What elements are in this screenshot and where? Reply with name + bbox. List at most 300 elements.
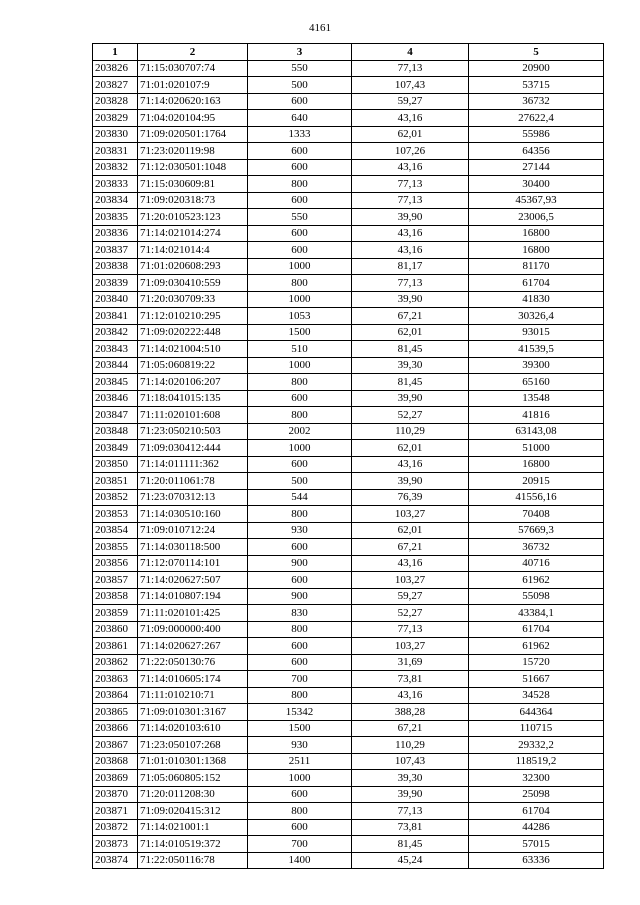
table-cell-col4: 77,13 — [352, 60, 469, 77]
table-cell-col1: 203832 — [93, 159, 138, 176]
table-cell-col3: 510 — [248, 341, 352, 358]
table-row — [93, 456, 604, 473]
table-row — [93, 324, 604, 341]
table-cell-col1: 203874 — [93, 852, 138, 869]
table-cell-col5: 32300 — [469, 770, 604, 787]
table-cell-col2: 71:14:021014:274 — [138, 225, 248, 242]
table-row — [93, 654, 604, 671]
table-cell-col3: 600 — [248, 143, 352, 160]
table-cell-col5: 644364 — [469, 704, 604, 721]
table-cell-col1: 203855 — [93, 539, 138, 556]
table-cell-col5: 61704 — [469, 275, 604, 292]
table-cell-col4: 67,21 — [352, 720, 469, 737]
table-cell-col4: 103,27 — [352, 506, 469, 523]
table-cell-col4: 52,27 — [352, 407, 469, 424]
table-cell-col2: 71:01:020608:293 — [138, 258, 248, 275]
table-cell-col2: 71:14:021001:1 — [138, 819, 248, 836]
table-cell-col3: 600 — [248, 654, 352, 671]
page-number: 4161 — [309, 22, 331, 34]
table-cell-col1: 203844 — [93, 357, 138, 374]
table-cell-col2: 71:15:030707:74 — [138, 60, 248, 77]
table-cell-col5: 20900 — [469, 60, 604, 77]
table-cell-col1: 203841 — [93, 308, 138, 325]
table-row — [93, 143, 604, 160]
table-row — [93, 786, 604, 803]
table-cell-col2: 71:09:000000:400 — [138, 621, 248, 638]
table-cell-col1: 203849 — [93, 440, 138, 457]
table-cell-col4: 103,27 — [352, 638, 469, 655]
table-row — [93, 308, 604, 325]
table-cell-col2: 71:14:021004:510 — [138, 341, 248, 358]
table-row — [93, 77, 604, 94]
table-cell-col3: 1000 — [248, 440, 352, 457]
table-cell-col4: 62,01 — [352, 522, 469, 539]
table-cell-col5: 55098 — [469, 588, 604, 605]
table-row — [93, 489, 604, 506]
table-cell-col3: 500 — [248, 473, 352, 490]
table-cell-col5: 41816 — [469, 407, 604, 424]
table-cell-col1: 203864 — [93, 687, 138, 704]
table-cell-col5: 44286 — [469, 819, 604, 836]
table-cell-col5: 39300 — [469, 357, 604, 374]
table-cell-col5: 81170 — [469, 258, 604, 275]
table-header-row — [93, 44, 604, 61]
table-row — [93, 258, 604, 275]
table-cell-col3: 600 — [248, 192, 352, 209]
table-cell-col2: 71:09:010712:24 — [138, 522, 248, 539]
table-cell-col2: 71:23:050107:268 — [138, 737, 248, 754]
table-row — [93, 704, 604, 721]
table-cell-col1: 203839 — [93, 275, 138, 292]
table-cell-col3: 800 — [248, 374, 352, 391]
table-cell-col1: 203872 — [93, 819, 138, 836]
table-cell-col1: 203837 — [93, 242, 138, 259]
table-cell-col1: 203847 — [93, 407, 138, 424]
column-header-2: 2 — [138, 44, 248, 61]
table-row — [93, 275, 604, 292]
table-row — [93, 506, 604, 523]
table-cell-col5: 16800 — [469, 242, 604, 259]
table-cell-col1: 203856 — [93, 555, 138, 572]
table-cell-col1: 203865 — [93, 704, 138, 721]
table-cell-col1: 203831 — [93, 143, 138, 160]
table-cell-col4: 62,01 — [352, 440, 469, 457]
table-cell-col4: 77,13 — [352, 803, 469, 820]
table-row — [93, 819, 604, 836]
table-cell-col5: 65160 — [469, 374, 604, 391]
table-cell-col2: 71:09:020415:312 — [138, 803, 248, 820]
table-cell-col3: 1000 — [248, 258, 352, 275]
table-cell-col2: 71:15:030609:81 — [138, 176, 248, 193]
table-cell-col2: 71:12:070114:101 — [138, 555, 248, 572]
table-cell-col2: 71:20:011061:78 — [138, 473, 248, 490]
table-row — [93, 176, 604, 193]
table-cell-col4: 59,27 — [352, 588, 469, 605]
table-cell-col4: 81,45 — [352, 341, 469, 358]
table-cell-col4: 73,81 — [352, 819, 469, 836]
table-cell-col1: 203836 — [93, 225, 138, 242]
table-row — [93, 720, 604, 737]
table-cell-col2: 71:23:020119:98 — [138, 143, 248, 160]
table-cell-col4: 107,43 — [352, 753, 469, 770]
column-header-1: 1 — [93, 44, 138, 61]
table-cell-col1: 203830 — [93, 126, 138, 143]
table-cell-col2: 71:05:060819:22 — [138, 357, 248, 374]
table-cell-col1: 203840 — [93, 291, 138, 308]
table-cell-col3: 600 — [248, 539, 352, 556]
table-cell-col3: 640 — [248, 110, 352, 127]
table-row — [93, 159, 604, 176]
table-row — [93, 737, 604, 754]
table-cell-col2: 71:14:030118:500 — [138, 539, 248, 556]
table-cell-col2: 71:23:050210:503 — [138, 423, 248, 440]
table-row — [93, 357, 604, 374]
table-row — [93, 341, 604, 358]
table-cell-col4: 43,16 — [352, 225, 469, 242]
table-cell-col3: 900 — [248, 588, 352, 605]
table-cell-col2: 71:12:030501:1048 — [138, 159, 248, 176]
table-cell-col4: 73,81 — [352, 671, 469, 688]
table-row — [93, 671, 604, 688]
table-cell-col4: 43,16 — [352, 555, 469, 572]
table-cell-col5: 34528 — [469, 687, 604, 704]
table-cell-col2: 71:20:011208:30 — [138, 786, 248, 803]
table-row — [93, 621, 604, 638]
table-cell-col4: 76,39 — [352, 489, 469, 506]
table-cell-col3: 600 — [248, 819, 352, 836]
table-cell-col5: 36732 — [469, 539, 604, 556]
table-cell-col2: 71:09:020501:1764 — [138, 126, 248, 143]
table-cell-col1: 203873 — [93, 836, 138, 853]
table-row — [93, 473, 604, 490]
table-cell-col1: 203866 — [93, 720, 138, 737]
table-cell-col2: 71:14:010605:174 — [138, 671, 248, 688]
table-body — [93, 60, 604, 869]
table-cell-col4: 52,27 — [352, 605, 469, 622]
table-cell-col3: 930 — [248, 522, 352, 539]
table-cell-col3: 2511 — [248, 753, 352, 770]
table-cell-col1: 203827 — [93, 77, 138, 94]
table-cell-col1: 203868 — [93, 753, 138, 770]
table-cell-col5: 20915 — [469, 473, 604, 490]
table-cell-col4: 43,16 — [352, 242, 469, 259]
table-row — [93, 423, 604, 440]
table-cell-col5: 13548 — [469, 390, 604, 407]
table-cell-col5: 63143,08 — [469, 423, 604, 440]
table-cell-col4: 59,27 — [352, 93, 469, 110]
table-row — [93, 192, 604, 209]
table-cell-col4: 81,45 — [352, 836, 469, 853]
table-cell-col5: 41539,5 — [469, 341, 604, 358]
table-cell-col1: 203852 — [93, 489, 138, 506]
table-cell-col1: 203833 — [93, 176, 138, 193]
table-cell-col2: 71:01:010301:1368 — [138, 753, 248, 770]
table-cell-col3: 930 — [248, 737, 352, 754]
table-row — [93, 110, 604, 127]
table-cell-col3: 1053 — [248, 308, 352, 325]
table-cell-col2: 71:09:010301:3167 — [138, 704, 248, 721]
table-cell-col3: 800 — [248, 687, 352, 704]
table-cell-col5: 16800 — [469, 225, 604, 242]
table-row — [93, 539, 604, 556]
table-cell-col4: 39,90 — [352, 209, 469, 226]
table-cell-col3: 1500 — [248, 720, 352, 737]
table-cell-col2: 71:14:011111:362 — [138, 456, 248, 473]
table-cell-col3: 1500 — [248, 324, 352, 341]
table-cell-col4: 39,90 — [352, 786, 469, 803]
table-cell-col1: 203861 — [93, 638, 138, 655]
table-cell-col2: 71:18:041015:135 — [138, 390, 248, 407]
table-cell-col1: 203834 — [93, 192, 138, 209]
table-cell-col5: 57015 — [469, 836, 604, 853]
table-cell-col5: 51667 — [469, 671, 604, 688]
table-cell-col4: 39,30 — [352, 770, 469, 787]
table-cell-col2: 71:11:010210:71 — [138, 687, 248, 704]
table-cell-col1: 203869 — [93, 770, 138, 787]
table-row — [93, 836, 604, 853]
table-cell-col2: 71:14:020106:207 — [138, 374, 248, 391]
table-cell-col4: 43,16 — [352, 456, 469, 473]
table-cell-col3: 1000 — [248, 770, 352, 787]
table-row — [93, 440, 604, 457]
table-cell-col4: 62,01 — [352, 126, 469, 143]
table-cell-col4: 39,90 — [352, 473, 469, 490]
table-cell-col3: 15342 — [248, 704, 352, 721]
table-row — [93, 605, 604, 622]
table-cell-col5: 23006,5 — [469, 209, 604, 226]
table-cell-col3: 800 — [248, 621, 352, 638]
table-cell-col4: 43,16 — [352, 110, 469, 127]
table-cell-col4: 43,16 — [352, 159, 469, 176]
table-cell-col5: 27622,4 — [469, 110, 604, 127]
table-cell-col2: 71:20:030709:33 — [138, 291, 248, 308]
table-cell-col2: 71:01:020107:9 — [138, 77, 248, 94]
table-cell-col3: 600 — [248, 159, 352, 176]
table-cell-col2: 71:14:020103:610 — [138, 720, 248, 737]
table-row — [93, 638, 604, 655]
table-cell-col5: 29332,2 — [469, 737, 604, 754]
table-cell-col3: 1000 — [248, 357, 352, 374]
table-row — [93, 60, 604, 77]
table-cell-col4: 77,13 — [352, 621, 469, 638]
table-cell-col4: 110,29 — [352, 737, 469, 754]
table-cell-col4: 107,43 — [352, 77, 469, 94]
table-cell-col4: 81,45 — [352, 374, 469, 391]
table-row — [93, 291, 604, 308]
table-cell-col4: 77,13 — [352, 275, 469, 292]
table-cell-col1: 203858 — [93, 588, 138, 605]
table-cell-col3: 800 — [248, 275, 352, 292]
table-cell-col4: 81,17 — [352, 258, 469, 275]
table-cell-col5: 27144 — [469, 159, 604, 176]
table-row — [93, 522, 604, 539]
table-cell-col3: 600 — [248, 786, 352, 803]
table-cell-col1: 203853 — [93, 506, 138, 523]
table-cell-col5: 45367,93 — [469, 192, 604, 209]
table-row — [93, 242, 604, 259]
table-cell-col3: 1000 — [248, 291, 352, 308]
table-cell-col4: 388,28 — [352, 704, 469, 721]
table-row — [93, 126, 604, 143]
table-cell-col3: 600 — [248, 93, 352, 110]
table-cell-col4: 39,90 — [352, 390, 469, 407]
table-cell-col1: 203845 — [93, 374, 138, 391]
table-cell-col2: 71:14:030510:160 — [138, 506, 248, 523]
table-cell-col4: 43,16 — [352, 687, 469, 704]
table-cell-col4: 110,29 — [352, 423, 469, 440]
table-row — [93, 225, 604, 242]
table-cell-col1: 203826 — [93, 60, 138, 77]
table-cell-col3: 600 — [248, 456, 352, 473]
table-cell-col5: 51000 — [469, 440, 604, 457]
data-table — [92, 43, 604, 869]
table-row — [93, 803, 604, 820]
table-cell-col2: 71:22:050130:76 — [138, 654, 248, 671]
table-cell-col5: 41830 — [469, 291, 604, 308]
table-cell-col3: 700 — [248, 671, 352, 688]
table-cell-col5: 61962 — [469, 572, 604, 589]
table-cell-col1: 203842 — [93, 324, 138, 341]
table-cell-col5: 30400 — [469, 176, 604, 193]
table-cell-col4: 107,26 — [352, 143, 469, 160]
table-cell-col4: 67,21 — [352, 308, 469, 325]
table-cell-col4: 39,30 — [352, 357, 469, 374]
table-cell-col2: 71:12:010210:295 — [138, 308, 248, 325]
table-cell-col2: 71:09:030410:559 — [138, 275, 248, 292]
table-cell-col3: 550 — [248, 60, 352, 77]
table-cell-col3: 600 — [248, 390, 352, 407]
table-cell-col5: 61962 — [469, 638, 604, 655]
table-cell-col4: 103,27 — [352, 572, 469, 589]
table-cell-col1: 203850 — [93, 456, 138, 473]
table-cell-col2: 71:09:030412:444 — [138, 440, 248, 457]
table-cell-col3: 800 — [248, 506, 352, 523]
table-cell-col4: 39,90 — [352, 291, 469, 308]
table-cell-col3: 500 — [248, 77, 352, 94]
table-row — [93, 852, 604, 869]
table-cell-col5: 110715 — [469, 720, 604, 737]
table-cell-col4: 77,13 — [352, 192, 469, 209]
table-cell-col2: 71:14:020627:507 — [138, 572, 248, 589]
table-cell-col1: 203851 — [93, 473, 138, 490]
table-cell-col3: 1333 — [248, 126, 352, 143]
table-row — [93, 753, 604, 770]
table-row — [93, 93, 604, 110]
table-cell-col5: 41556,16 — [469, 489, 604, 506]
table-cell-col2: 71:23:070312:13 — [138, 489, 248, 506]
table-cell-col2: 71:14:020620:163 — [138, 93, 248, 110]
table-cell-col3: 900 — [248, 555, 352, 572]
table-cell-col2: 71:20:010523:123 — [138, 209, 248, 226]
table-cell-col5: 64356 — [469, 143, 604, 160]
table-cell-col2: 71:22:050116:78 — [138, 852, 248, 869]
table-cell-col3: 830 — [248, 605, 352, 622]
table-cell-col1: 203857 — [93, 572, 138, 589]
table-cell-col5: 43384,1 — [469, 605, 604, 622]
table-cell-col3: 2002 — [248, 423, 352, 440]
table-cell-col5: 61704 — [469, 803, 604, 820]
table-cell-col5: 118519,2 — [469, 753, 604, 770]
table-cell-col5: 70408 — [469, 506, 604, 523]
table-cell-col3: 800 — [248, 407, 352, 424]
table-row — [93, 374, 604, 391]
table-cell-col4: 67,21 — [352, 539, 469, 556]
table-cell-col1: 203870 — [93, 786, 138, 803]
table-cell-col5: 61704 — [469, 621, 604, 638]
table-cell-col3: 600 — [248, 572, 352, 589]
table-cell-col4: 62,01 — [352, 324, 469, 341]
table-row — [93, 555, 604, 572]
table-row — [93, 390, 604, 407]
table-cell-col1: 203828 — [93, 93, 138, 110]
table-cell-col2: 71:11:020101:608 — [138, 407, 248, 424]
table-cell-col1: 203860 — [93, 621, 138, 638]
table-cell-col4: 45,24 — [352, 852, 469, 869]
table-cell-col5: 25098 — [469, 786, 604, 803]
table-cell-col1: 203848 — [93, 423, 138, 440]
table-row — [93, 770, 604, 787]
table-cell-col5: 63336 — [469, 852, 604, 869]
table-cell-col1: 203867 — [93, 737, 138, 754]
column-header-3: 3 — [248, 44, 352, 61]
table-cell-col5: 16800 — [469, 456, 604, 473]
table-cell-col2: 71:05:060805:152 — [138, 770, 248, 787]
table-cell-col2: 71:09:020318:73 — [138, 192, 248, 209]
table-cell-col5: 30326,4 — [469, 308, 604, 325]
column-header-4: 4 — [352, 44, 469, 61]
table-row — [93, 572, 604, 589]
table-cell-col1: 203871 — [93, 803, 138, 820]
table-cell-col5: 15720 — [469, 654, 604, 671]
table-cell-col2: 71:11:020101:425 — [138, 605, 248, 622]
table-cell-col1: 203863 — [93, 671, 138, 688]
table-cell-col3: 700 — [248, 836, 352, 853]
table-row — [93, 407, 604, 424]
table-cell-col5: 53715 — [469, 77, 604, 94]
table-cell-col1: 203854 — [93, 522, 138, 539]
table-cell-col3: 600 — [248, 242, 352, 259]
table-row — [93, 588, 604, 605]
table-cell-col4: 31,69 — [352, 654, 469, 671]
table-cell-col3: 800 — [248, 803, 352, 820]
table-cell-col4: 77,13 — [352, 176, 469, 193]
table-cell-col3: 600 — [248, 225, 352, 242]
table-cell-col3: 1400 — [248, 852, 352, 869]
table-cell-col1: 203838 — [93, 258, 138, 275]
table-cell-col1: 203862 — [93, 654, 138, 671]
table-cell-col3: 544 — [248, 489, 352, 506]
table-cell-col1: 203843 — [93, 341, 138, 358]
table-cell-col5: 40716 — [469, 555, 604, 572]
table-cell-col2: 71:04:020104:95 — [138, 110, 248, 127]
table-cell-col1: 203829 — [93, 110, 138, 127]
table-cell-col1: 203846 — [93, 390, 138, 407]
table-cell-col5: 36732 — [469, 93, 604, 110]
table-cell-col2: 71:14:021014:4 — [138, 242, 248, 259]
table-cell-col5: 57669,3 — [469, 522, 604, 539]
table-cell-col2: 71:14:010807:194 — [138, 588, 248, 605]
table-cell-col3: 550 — [248, 209, 352, 226]
table-row — [93, 209, 604, 226]
table-row — [93, 687, 604, 704]
table-cell-col3: 600 — [248, 638, 352, 655]
table-cell-col2: 71:14:010519:372 — [138, 836, 248, 853]
table-cell-col5: 55986 — [469, 126, 604, 143]
table-cell-col1: 203835 — [93, 209, 138, 226]
column-header-5: 5 — [469, 44, 604, 61]
table-cell-col2: 71:14:020627:267 — [138, 638, 248, 655]
table-cell-col3: 800 — [248, 176, 352, 193]
